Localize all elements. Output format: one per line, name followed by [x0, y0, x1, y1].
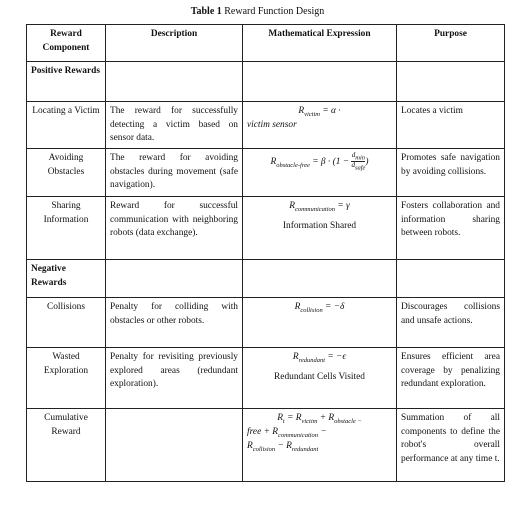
empty-cell [397, 259, 505, 297]
component-cell: Locating a Victim [27, 102, 106, 149]
formula-caption: Information Shared [282, 221, 357, 232]
purpose-cell: Discourages collisions and unsafe actions. [397, 297, 505, 347]
empty-cell [243, 62, 397, 102]
formula [298, 106, 340, 116]
formula-symbol: R [292, 351, 299, 362]
component-cell: Sharing Information [27, 196, 106, 259]
fraction-numerator: dmin [351, 150, 366, 162]
formula-symbol: R [298, 106, 305, 116]
section-row-positive [27, 62, 505, 102]
table-row [27, 196, 505, 259]
section-positive-label: Positive Rewards [27, 62, 106, 102]
caption-label: Table 1 [190, 6, 222, 17]
fraction-denominator: dsafe [351, 161, 366, 172]
formula-symbol: R [289, 200, 295, 211]
section-row-negative [27, 259, 505, 297]
component-cell: Avoiding Obstacles [27, 148, 106, 196]
description-cell: Penalty for revisiting previously explored areas (redundant exploration). [106, 347, 243, 408]
formula-line: $R_t = R_{victim} + R_{obstacle -}$ [277, 412, 362, 425]
purpose-cell: Promotes safe navigation by avoiding collisions. [397, 148, 505, 196]
description-cell: The reward for avoiding obstacles during movement (safe navigation). [106, 148, 243, 196]
empty-cell [243, 259, 397, 297]
formula-caption: Redundant Cells Visited [274, 372, 365, 383]
formula-rhs: = β · (1 − [309, 157, 350, 168]
formula-rhs: = −ϵ [325, 351, 347, 362]
header-component: Reward Component [27, 25, 106, 62]
header-purpose: Purpose [397, 25, 505, 62]
expression-cell [243, 408, 397, 481]
formula-subscript: redundant [298, 356, 326, 364]
formula-subscript: communication [294, 205, 336, 213]
reward-function-table [26, 24, 505, 482]
table-row [27, 102, 505, 149]
component-cell: Wasted Exploration [27, 347, 106, 408]
expression-cell [243, 102, 397, 149]
formula-line: free + $R_{communication}$ − [247, 427, 327, 440]
caption-text: Reward Function Design [224, 6, 325, 17]
expression-cell [243, 196, 397, 259]
purpose-cell: Fosters collaboration and information sharing between robots. [397, 196, 505, 259]
empty-cell [106, 408, 243, 481]
section-negative-label: Negative Rewards [27, 259, 106, 297]
formula [295, 302, 345, 312]
formula-fraction [351, 152, 365, 172]
empty-cell [106, 62, 243, 102]
table-row [27, 408, 505, 481]
component-cell: Collisions [27, 297, 106, 347]
header-row [27, 25, 505, 62]
description-cell: The reward for successfully detecting a victim based on sensor data. [106, 102, 243, 149]
purpose-cell: Locates a victim [397, 102, 505, 149]
header-description: Description [106, 25, 243, 62]
expression-cell [243, 347, 397, 408]
component-cell: Cumulative Reward [27, 408, 106, 481]
header-expression: Mathematical Expression [243, 25, 397, 62]
formula-rhs: = α · [320, 106, 341, 116]
purpose-cell: Summation of all components to define the robot's overall performance at any time t. [397, 408, 505, 481]
formula-close: ) [365, 157, 369, 168]
description-cell: Penalty for colliding with obstacles or other robots. [106, 297, 243, 347]
description-cell: Reward for successful communication with neighboring robots (data exchange). [106, 196, 243, 259]
formula-subscript: obstacle-free [276, 161, 310, 169]
purpose-cell: Ensures efficient area coverage by penalizing redundant exploration. [397, 347, 505, 408]
formula-rhs: = −δ [322, 301, 345, 312]
formula-subscript: victim [304, 110, 320, 118]
formula [270, 157, 351, 167]
table-row [27, 347, 505, 408]
empty-cell [106, 259, 243, 297]
formula-subscript: collision [300, 306, 323, 314]
formula-symbol: R [294, 301, 301, 312]
empty-cell [397, 62, 505, 102]
expression-cell [243, 297, 397, 347]
formula-line: victim sensor [247, 120, 297, 131]
table-caption [0, 6, 515, 17]
formula-rhs: = γ [335, 200, 350, 211]
formula [293, 352, 346, 362]
formula-line: $R_{collision} - R_{redundant}$ [247, 441, 319, 454]
expression-cell [243, 148, 397, 196]
table-row [27, 148, 505, 196]
formula [289, 201, 350, 211]
formula-symbol: R [270, 157, 277, 168]
table-row [27, 297, 505, 347]
